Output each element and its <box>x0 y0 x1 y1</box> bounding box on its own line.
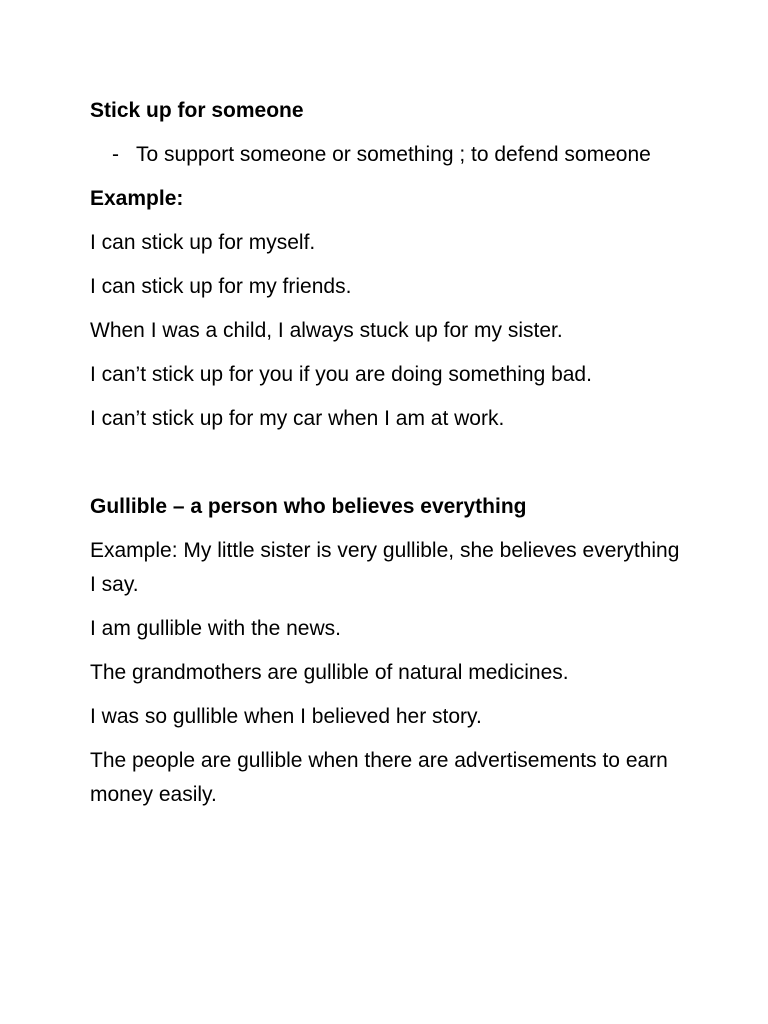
document-body <box>90 94 690 822</box>
example-sentence: When I was a child, I always stuck up for my sister. <box>90 319 563 342</box>
example-sentence: I can’t stick up for my car when I am at work. <box>90 407 505 430</box>
blank-line <box>90 446 690 480</box>
section-title-gullible: Gullible – a person who believes everything <box>90 495 527 518</box>
example-sentence: I can’t stick up for you if you are doing something bad. <box>90 363 592 386</box>
example-label: Example: <box>90 187 184 210</box>
definition-text: To support someone or something ; to defend someone <box>136 143 651 166</box>
definition-bullet <box>90 138 690 172</box>
bullet-dash: - <box>112 143 119 166</box>
example-sentence: Example: My little sister is very gullible, she believes everything I say. <box>90 539 680 596</box>
example-sentence: I am gullible with the news. <box>90 617 341 640</box>
example-sentence: I was so gullible when I believed her story. <box>90 705 482 728</box>
section-title-stick-up: Stick up for someone <box>90 99 304 122</box>
example-sentence: The people are gullible when there are advertisements to earn money easily. <box>90 749 668 806</box>
example-sentence: I can stick up for my friends. <box>90 275 352 298</box>
example-sentence: The grandmothers are gullible of natural medicines. <box>90 661 569 684</box>
example-sentence: I can stick up for myself. <box>90 231 316 254</box>
